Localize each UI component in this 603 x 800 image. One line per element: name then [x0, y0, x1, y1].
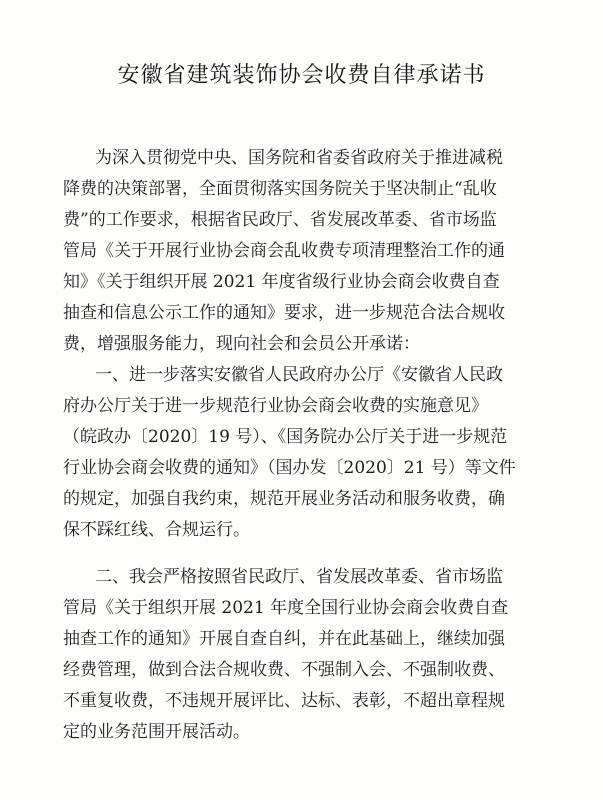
document-title: 安徽省建筑装饰协会收费自律承诺书	[117, 63, 486, 88]
paragraph-line: 为深入贯彻党中央、国务院和省委省政府关于推进减税	[95, 148, 503, 168]
paragraph-line: 抽查和信息公示工作的通知》要求，进一步规范合法合规收	[63, 303, 505, 323]
paragraph-line: 费”的工作要求，根据省民政厅、省发展改革委、省市场监	[63, 210, 497, 230]
paragraph-line: 一、进一步落实安徽省人民政府办公厅《安徽省人民政	[95, 365, 503, 385]
paragraph-line: 保不踩红线、合规运行。	[63, 520, 250, 540]
paragraph-line: 定的业务范围开展活动。	[63, 722, 250, 742]
paragraph-line: 费，增强服务能力，现向社会和会员公开承诺：	[63, 334, 420, 354]
paragraph-line: 二、我会严格按照省民政厅、省发展改革委、省市场监	[95, 567, 503, 587]
paragraph-line: 抽查工作的通知》开展自查自纠，并在此基础上，继续加强	[63, 629, 505, 649]
paragraph-line: 不重复收费，不违规开展评比、达标、表彰，不超出章程规	[63, 691, 505, 711]
paragraph-line: 行业协会商会收费的通知》（国办发〔2020〕21 号）等文件	[63, 458, 516, 478]
paragraph-line: 知》《关于组织开展 2021 年度省级行业协会商会收费自查	[63, 272, 500, 292]
paragraph-line: （皖政办〔2020〕19 号）、《国务院办公厅关于进一步规范	[63, 427, 508, 447]
paragraph-line: 经费管理，做到合法合规收费、不强制入会、不强制收费、	[63, 660, 505, 680]
paragraph-line: 管局《关于组织开展 2021 年度全国行业协会商会收费自查	[63, 598, 509, 618]
paragraph-line: 管局《关于开展行业协会商会乱收费专项清理整治工作的通	[63, 241, 505, 261]
paragraph-line: 降费的决策部署，全面贯彻落实国务院关于坚决制止“乱收	[63, 179, 497, 199]
paragraph-line: 府办公厅关于进一步规范行业协会商会收费的实施意见》	[63, 396, 488, 416]
paragraph-line: 的规定，加强自我约束，规范开展业务活动和服务收费，确	[63, 489, 505, 509]
